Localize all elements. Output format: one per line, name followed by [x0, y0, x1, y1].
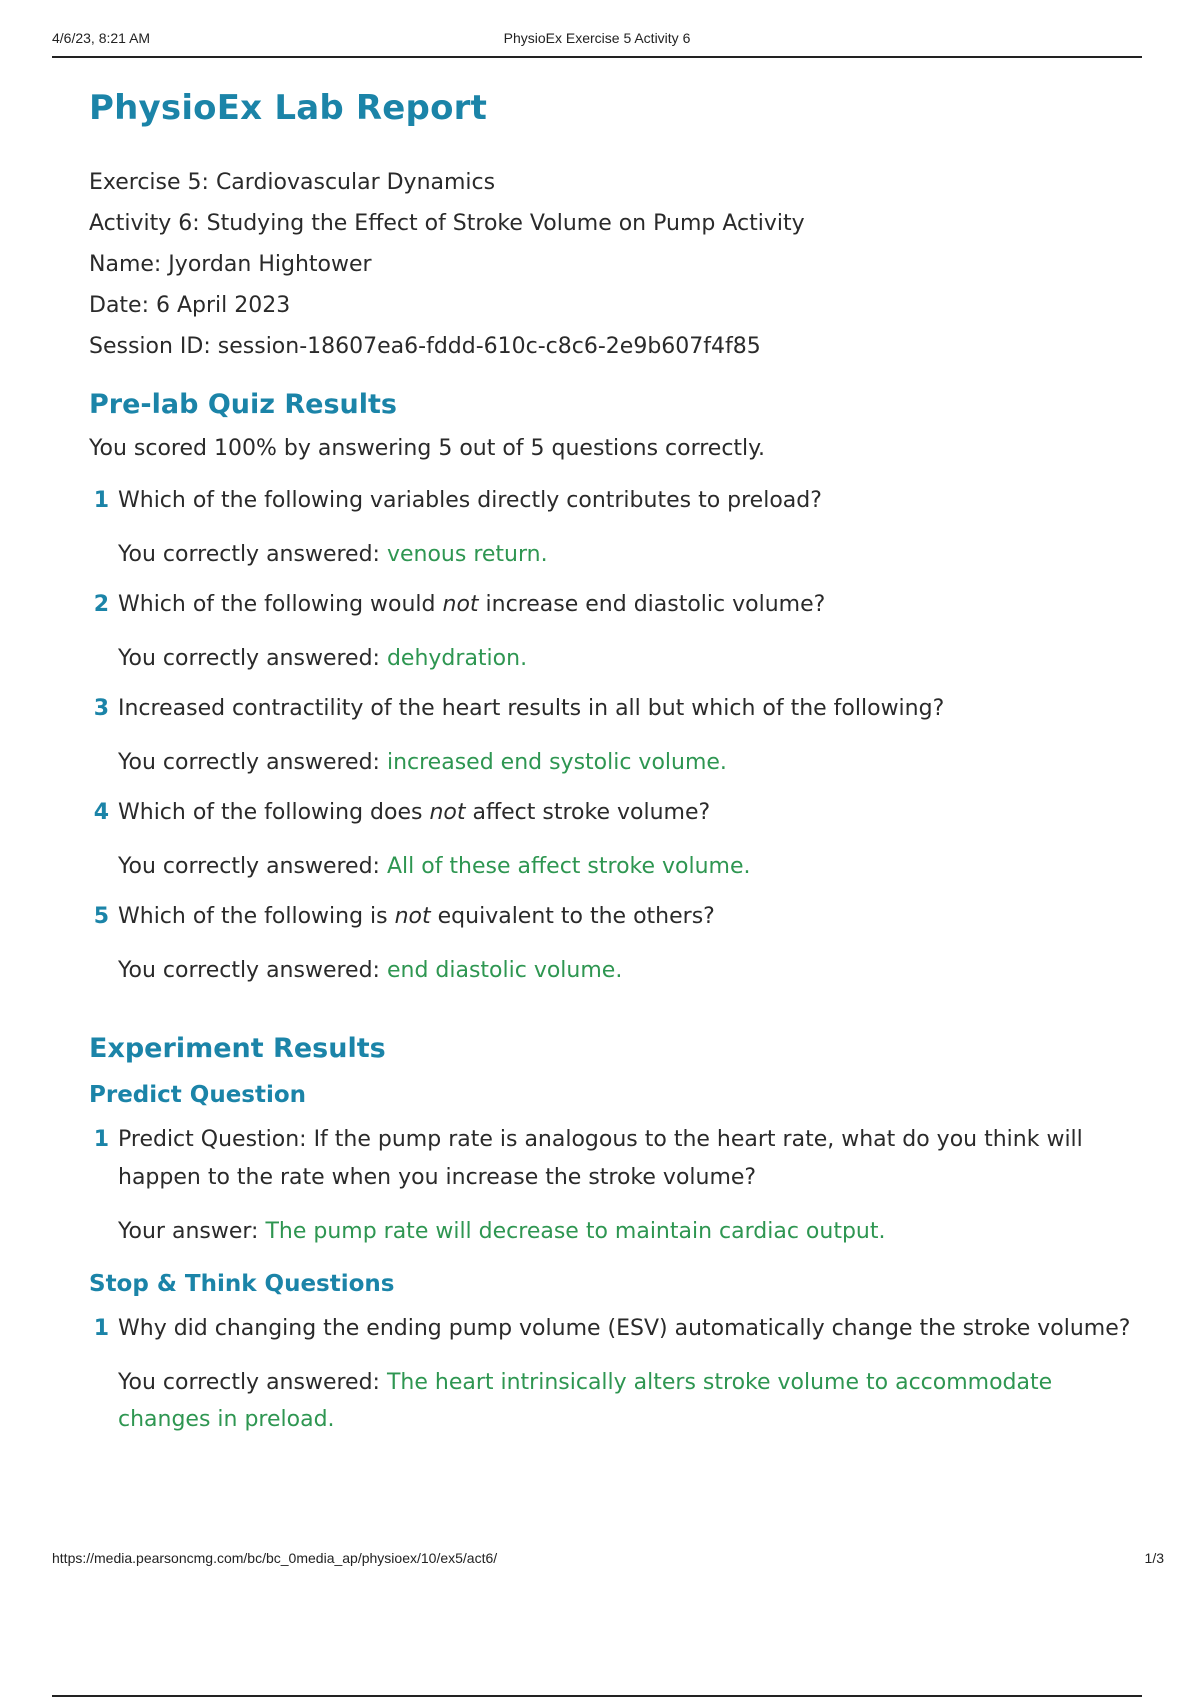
date-line: Date: 6 April 2023	[89, 293, 291, 318]
prelab-question-5	[89, 898, 1139, 989]
answer-value: dehydration.	[386, 646, 528, 671]
question-text: Which of the following is not equivalent to the others?	[118, 904, 715, 929]
question-answer	[89, 640, 1139, 677]
question-text: Which of the following would not increase end diastolic volume?	[118, 592, 826, 617]
answer-value: All of these affect stroke volume.	[386, 854, 751, 879]
name-line: Name: Jyordan Hightower	[89, 252, 372, 277]
question-number: 3	[93, 696, 109, 721]
page-divider	[52, 1695, 1142, 1697]
question-text: Predict Question: If the pump rate is analogous to the heart rate, what do you think will happen to the rate when you increase the stroke volume?	[118, 1127, 1083, 1190]
question-answer	[89, 536, 1139, 573]
print-header	[52, 30, 1142, 58]
lab-report	[89, 88, 1139, 1438]
prelab-question-1	[89, 482, 1139, 573]
answer-value: The pump rate will decrease to maintain cardiac output.	[265, 1219, 886, 1244]
question-text: Why did changing the ending pump volume (ESV) automatically change the stroke volume?	[118, 1316, 1131, 1341]
prelab-question-2	[89, 586, 1139, 677]
answer-value: The heart intrinsically alters stroke volume to accommodate changes in preload.	[118, 1370, 1053, 1432]
report-meta	[89, 162, 1139, 367]
exercise-line: Exercise 5: Cardiovascular Dynamics	[89, 170, 496, 195]
question-number: 1	[93, 1316, 109, 1341]
answer-prefix: You correctly answered:	[118, 542, 380, 567]
question-text: Which of the following does not affect stroke volume?	[118, 800, 711, 825]
stop-think-title: Stop & Think Questions	[89, 1271, 395, 1297]
question-answer	[89, 952, 1139, 989]
question-number: 4	[93, 800, 109, 825]
experiment-section-title: Experiment Results	[89, 1033, 386, 1064]
answer-value: increased end systolic volume.	[386, 750, 727, 775]
question-number: 5	[93, 904, 109, 929]
answer-prefix: You correctly answered:	[118, 750, 380, 775]
session-line: Session ID: session-18607ea6-fddd-610c-c8c6-2e9b607f4f85	[89, 334, 761, 359]
print-title: PhysioEx Exercise 5 Activity 6	[503, 30, 691, 46]
page-number: 1/3	[1144, 1550, 1164, 1566]
print-datetime: 4/6/23, 8:21 AM	[52, 30, 151, 46]
question-text: Which of the following variables directly contributes to preload?	[118, 488, 822, 513]
source-url: https://media.pearsoncmg.com/bc/bc_0media_ap/physioex/10/ex5/act6/	[52, 1550, 498, 1566]
answer-value: venous return.	[386, 542, 548, 567]
answer-prefix: You correctly answered:	[118, 958, 380, 983]
answer-prefix: You correctly answered:	[118, 646, 380, 671]
answer-value: end diastolic volume.	[386, 958, 623, 983]
prelab-question-3	[89, 690, 1139, 781]
stop-think-question-1	[89, 1310, 1139, 1438]
report-title: PhysioEx Lab Report	[89, 88, 488, 128]
question-answer	[89, 848, 1139, 885]
question-answer	[89, 1364, 1139, 1438]
question-text: Increased contractility of the heart results in all but which of the following?	[118, 696, 945, 721]
question-answer	[89, 1213, 1139, 1250]
question-number: 1	[93, 488, 109, 513]
answer-prefix: You correctly answered:	[118, 854, 380, 879]
activity-line: Activity 6: Studying the Effect of Stroke Volume on Pump Activity	[89, 211, 805, 236]
answer-prefix: You correctly answered:	[118, 1370, 380, 1395]
answer-prefix: Your answer:	[118, 1219, 259, 1244]
question-number: 2	[93, 592, 109, 617]
prelab-question-4	[89, 794, 1139, 885]
question-number: 1	[93, 1127, 109, 1152]
question-answer	[89, 744, 1139, 781]
prelab-score: You scored 100% by answering 5 out of 5 questions correctly.	[89, 436, 766, 461]
predict-question-title: Predict Question	[89, 1082, 307, 1108]
prelab-question-list	[89, 482, 1139, 989]
predict-question-1	[89, 1121, 1139, 1250]
prelab-section-title: Pre-lab Quiz Results	[89, 389, 397, 420]
